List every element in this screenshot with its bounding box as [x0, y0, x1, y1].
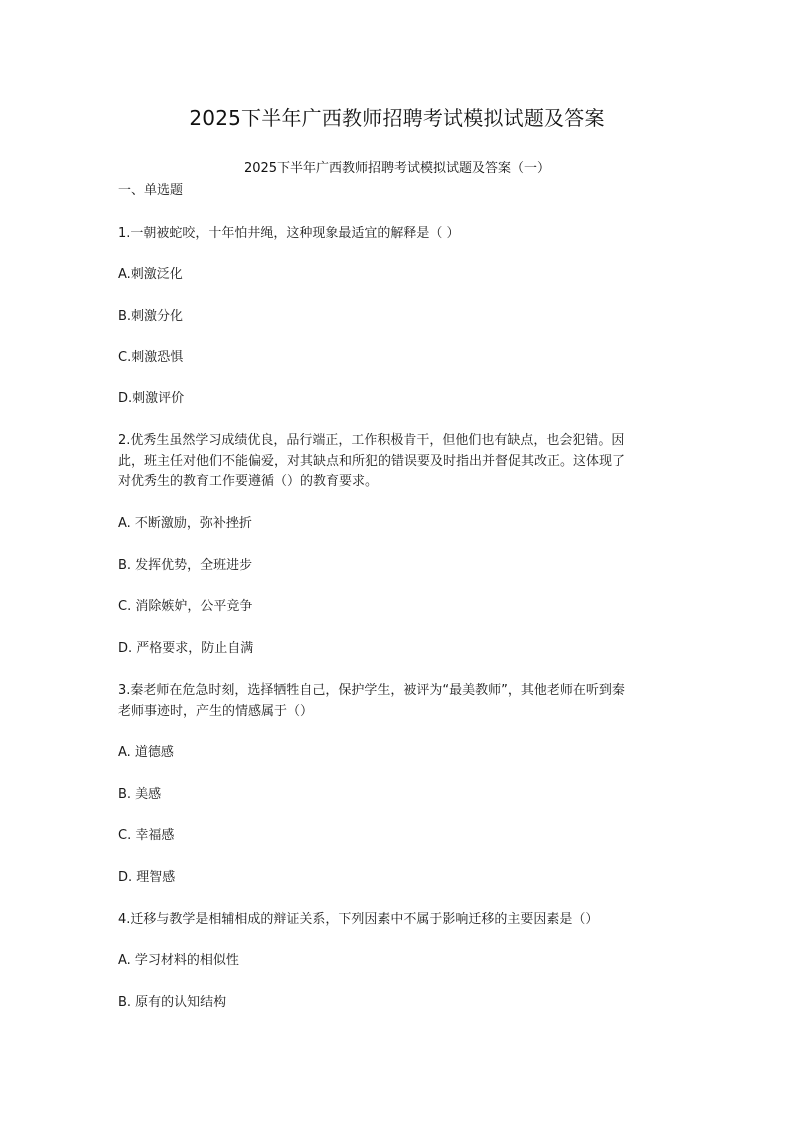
- section-heading: 一、单选题: [118, 183, 184, 198]
- question-2-stem-line-2: 此，班主任对他们不能偏爱，对其缺点和所犯的错误要及时指出并督促其改正。这体现了: [118, 454, 626, 469]
- question-2-option-c: C. 消除嫉妒，公平竞争: [118, 599, 253, 614]
- question-1-option-a: A.刺激泛化: [118, 267, 183, 282]
- question-3-option-c: C. 幸福感: [118, 828, 175, 843]
- document-subtitle: 2025下半年广西教师招聘考试模拟试题及答案（一）: [243, 161, 551, 176]
- question-4-option-b: B. 原有的认知结构: [118, 995, 227, 1010]
- question-2-stem-line-1: 2.优秀生虽然学习成绩优良，品行端正，工作积极肯干，但他们也有缺点，也会犯错。因: [118, 433, 625, 448]
- question-4-option-a: A. 学习材料的相似性: [118, 953, 239, 968]
- question-2-option-b: B. 发挥优势，全班进步: [118, 558, 253, 573]
- question-3-option-b: B. 美感: [118, 787, 162, 802]
- question-4-stem: 4.迁移与教学是相辅相成的辩证关系，下列因素中不属于影响迁移的主要因素是（）: [118, 912, 599, 927]
- question-1-stem: 1.一朝被蛇咬，十年怕井绳，这种现象最适宜的解释是（ ）: [118, 226, 460, 241]
- question-3-option-a: A. 道德感: [118, 745, 174, 760]
- question-2-option-a: A. 不断激励，弥补挫折: [118, 516, 252, 531]
- question-3-option-d: D. 理智感: [118, 870, 176, 885]
- document-title: 2025下半年广西教师招聘考试模拟试题及答案: [189, 106, 605, 130]
- question-1-option-c: C.刺激恐惧: [118, 350, 184, 365]
- question-3-stem-line-2: 老师事迹时，产生的情感属于（）: [118, 704, 314, 719]
- question-2-option-d: D. 严格要求，防止自满: [118, 641, 254, 656]
- question-3-stem-line-1: 3.秦老师在危急时刻，选择牺牲自己，保护学生，被评为“最美教师”，其他老师在听到秦: [118, 683, 625, 698]
- question-2-stem-line-3: 对优秀生的教育工作要遵循（）的教育要求。: [118, 474, 379, 489]
- question-1-option-d: D.刺激评价: [118, 391, 185, 406]
- question-1-option-b: B.刺激分化: [118, 309, 184, 324]
